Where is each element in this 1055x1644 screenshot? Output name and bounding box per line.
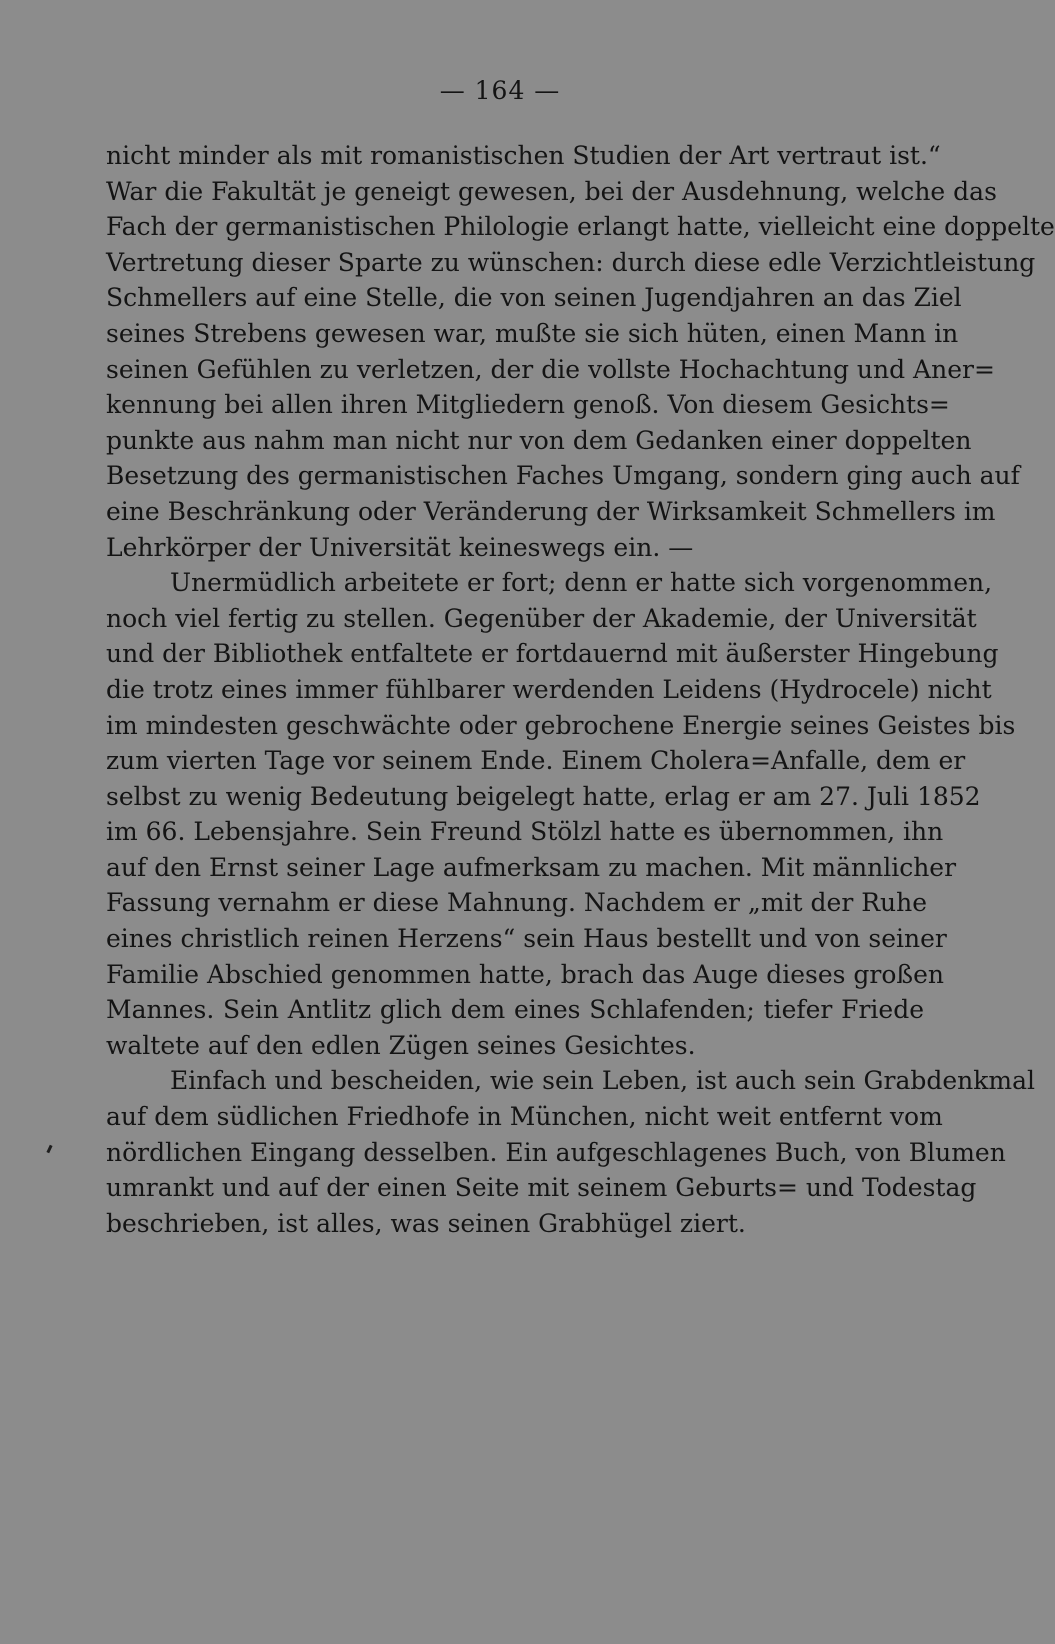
text-line: im mindesten geschwächte oder gebrochene Energie seines Geistes bis: [106, 710, 1016, 740]
text-line: zum vierten Tage vor seinem Ende. Einem Cholera=Anfalle, dem er: [106, 746, 966, 776]
text-line: umrankt und auf der einen Seite mit seinem Geburts= und Todestag: [106, 1173, 977, 1203]
text-line: War die Fakultät je geneigt gewesen, bei der Ausdehnung, welche das: [106, 176, 997, 206]
text-line: auf den Ernst seiner Lage aufmerksam zu machen. Mit männlicher: [106, 852, 957, 882]
text-line: seines Strebens gewesen war, mußte sie sich hüten, einen Mann in: [106, 318, 959, 348]
text-line: selbst zu wenig Bedeutung beigelegt hatte, erlag er am 27. Juli 1852: [106, 781, 981, 811]
text-line: im 66. Lebensjahre. Sein Freund Stölzl hatte es übernommen, ihn: [106, 817, 944, 847]
text-line: Fassung vernahm er diese Mahnung. Nachdem er „mit der Ruhe: [106, 888, 928, 918]
page-number: — 164 —: [439, 76, 561, 105]
paragraph-3: [106, 1063, 1036, 1241]
margin-mark: [46, 1145, 52, 1154]
text-line: Vertretung dieser Sparte zu wünschen: durch diese edle Verzichtleistung: [106, 247, 1036, 277]
text-line: nördlichen Eingang desselben. Ein aufgeschlagenes Buch, von Blumen: [106, 1137, 1006, 1167]
text-line: punkte aus nahm man nicht nur von dem Gedanken einer doppelten: [106, 425, 972, 455]
text-line: waltete auf den edlen Zügen seines Gesichtes.: [106, 1030, 696, 1060]
text-line: Einfach und bescheiden, wie sein Leben, ist auch sein Grabdenkmal: [170, 1066, 1036, 1096]
text-line: nicht minder als mit romanistischen Studien der Art vertraut ist.“: [106, 141, 941, 170]
text-line: Familie Abschied genommen hatte, brach das Auge dieses großen: [106, 959, 945, 989]
text-line: Besetzung des germanistischen Faches Umgang, sondern ging auch auf: [106, 461, 1020, 491]
paragraph-1: [106, 138, 1055, 565]
text-line: auf dem südlichen Friedhofe in München, nicht weit entfernt vom: [106, 1102, 943, 1132]
body-text: [106, 138, 1055, 1241]
text-line: noch viel fertig zu stellen. Gegenüber der Akademie, der Universität: [106, 603, 977, 633]
text-line: seinen Gefühlen zu verletzen, der die vollste Hochachtung und Aner=: [106, 354, 995, 384]
text-line: Lehrkörper der Universität keineswegs ein. —: [106, 532, 694, 562]
text-line: eines christlich reinen Herzens“ sein Haus bestellt und von seiner: [106, 924, 947, 954]
text-line: und der Bibliothek entfaltete er fortdauernd mit äußerster Hingebung: [106, 639, 999, 669]
text-line: die trotz eines immer fühlbarer werdenden Leidens (Hydrocele) nicht: [106, 674, 992, 704]
text-line: beschrieben, ist alles, was seinen Grabhügel ziert.: [106, 1208, 746, 1238]
text-line: Mannes. Sein Antlitz glich dem eines Schlafenden; tiefer Friede: [106, 995, 924, 1025]
text-line: eine Beschränkung oder Veränderung der Wirksamkeit Schmellers im: [106, 496, 996, 526]
text-line: Unermüdlich arbeitete er fort; denn er hatte sich vorgenommen,: [170, 568, 993, 598]
text-line: Fach der germanistischen Philologie erlangt hatte, vielleicht eine doppelte: [106, 212, 1055, 242]
text-line: Schmellers auf eine Stelle, die von seinen Jugendjahren an das Ziel: [106, 283, 962, 313]
paragraph-2: [106, 565, 1016, 1063]
text-line: kennung bei allen ihren Mitgliedern genoß. Von diesem Gesichts=: [106, 390, 950, 420]
